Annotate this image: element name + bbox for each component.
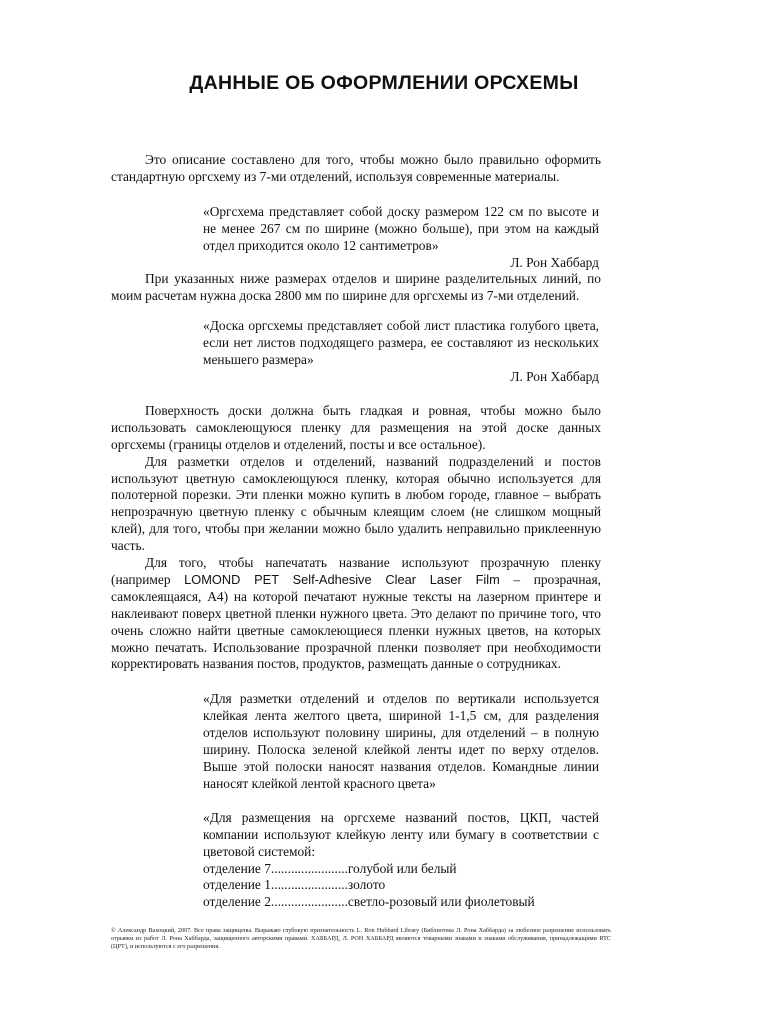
quote-color-system: «Для размещения на оргсхеме названий постов, ЦКП, частей компании используют клейкую ленту или бумагу в соответствии с цветовой системой:: [203, 809, 599, 859]
film-product-name: LOMOND PET Self-Adhesive Clear Laser Film: [184, 571, 500, 587]
printing-paragraph: [111, 555, 601, 673]
copyright-footer: © Александр Вахоцкий, 2007. Все права защищены. Выражаю глубокую признательность L. Ron Hubbard Library (Библиотека Л. Рона Хаббарда) за любезное разрешение использовать отрывки из работ Л. Рона Хаббарда, защищенного авторскими правами. ХАББАРД, Л. РОН ХАББАРД являются товарными знаками и знаками обслуживания, принадлежащими RTC (ЦРТ), и используются с его разрешения.: [111, 927, 611, 950]
printing-text-start: Для того, чтобы напечатать название используют прозрачную пленку (например: [111, 555, 601, 587]
surface-paragraph: Поверхность доски должна быть гладкая и ровная, чтобы можно было использовать самоклеющуюся пленку для размещения на этой доске данных оргсхемы (границы отделов и отделений, посты и все остальное).: [111, 402, 601, 452]
color-list-item: отделение 7.......................голубой или белый: [203, 860, 457, 876]
marking-paragraph: Для разметки отделов и отделений, названий подразделений и постов используют цветную самоклеющуюся пленку, которая обычно используется для полотерной порезки. Эти пленки можно купить в любом городе, главное – выбрать непрозрачную цветную пленку с обычным клеящим слоем (не слишком мощный клей), для того, чтобы при желании можно было удалить неправильно приклеенную часть.: [111, 453, 601, 554]
spacer: [111, 673, 601, 691]
spacer: [111, 793, 601, 810]
document-body: [111, 152, 601, 911]
board-width-paragraph: При указанных ниже размерах отделов и ширине разделительных линий, по моим расчетам нужна доска 2800 мм по ширине для оргсхемы из 7-ми отделений.: [111, 271, 601, 304]
spacer: [111, 186, 601, 204]
color-list-item: отделение 1.......................золото: [203, 877, 386, 893]
quote-author: Л. Рон Хаббард: [510, 368, 599, 384]
quote-board-material: «Доска оргсхемы представляет собой лист пластика голубого цвета, если нет листов подходящего размера, ее составляют из нескольких меньшего размера»: [203, 318, 599, 368]
printing-text-end: – прозрачная, самоклеящаяся, А4) на которой печатают нужные тексты на лазерном принтере и наклеивают поверх цветной пленки нужного цвета. Это делают по причине того, что очень сложно найти цветные самоклеющиеся пленки нужных цветов, на которых можно печатать. Использование прозрачной пленки позволяет при необходимости корректировать названия постов, продуктов, размещать данные о сотрудниках.: [111, 571, 601, 672]
quote-tape-marking: «Для разметки отделений и отделов по вертикали используется клейкая лента желтого цвета, шириной 1-1,5 см, для разделения отделов используют половину ширины, для отделений – в полную ширину. Полоска зеленой клейкой ленты идет по верху отделов. Выше этой полоски наносят названия отделов. Командные линии наносят клейкой лентой красного цвета»: [203, 691, 599, 791]
spacer: [111, 386, 601, 403]
quote-author: Л. Рон Хаббард: [510, 254, 599, 270]
spacer: [111, 305, 601, 318]
document-title: ДАННЫЕ ОБ ОФОРМЛЕНИИ ОРСХЕМЫ: [189, 72, 579, 94]
color-list-item: отделение 2.......................светло-розовый или фиолетовый: [203, 894, 535, 910]
intro-paragraph: Это описание составлено для того, чтобы можно было правильно оформить стандартную оргсхему из 7-ми отделений, используя современные материалы.: [111, 152, 601, 184]
quote-board-size: «Оргсхема представляет собой доску размером 122 см по высоте и не менее 267 см по ширине (можно больше), при этом на каждый отдел приходится около 12 сантиметров»: [203, 203, 599, 253]
